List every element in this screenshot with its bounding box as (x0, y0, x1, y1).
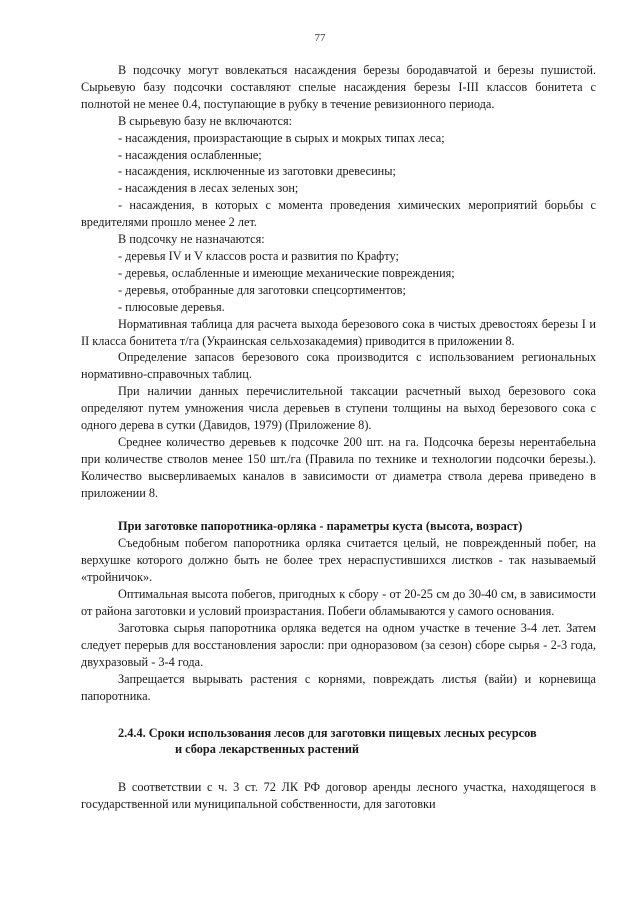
section-heading-line: и сбора лекарственных растений (175, 742, 359, 757)
list-item: - деревья IV и V классов роста и развития по Крафту; (118, 248, 399, 263)
list-item: - деревья, отобранные для заготовки спецсортиментов; (118, 282, 406, 297)
paragraph-not-assigned: В подсочку не назначаются: (118, 232, 265, 247)
section-heading (81, 725, 596, 759)
list-item: - насаждения, в которых с момента проведения химических мероприятий борьбы с вредителями прошло менее 2 лет. (81, 198, 596, 230)
paragraph-lease: В соответствии с ч. 3 ст. 72 ЛК РФ договор аренды лесного участка, находящегося в государственной или муниципальной собственности, для заготовки (81, 780, 596, 812)
heading-fern: При заготовке папоротника-орляка - параметры куста (высота, возраст) (118, 518, 523, 533)
list-item: - насаждения в лесах зеленых зон; (118, 181, 299, 196)
paragraph-fern-shoot: Съедобным побегом папоротника орляка считается целый, не поврежденный побег, на верхушке которого должно быть не более трех нераспустившихся листков - так называемый «тройничок». (81, 536, 596, 585)
paragraph-reserves: Определение запасов березового сока производится с использованием региональных нормативно-справочных таблиц. (81, 350, 596, 382)
page-body (81, 62, 596, 813)
list-item: - насаждения ослабленные; (118, 147, 262, 162)
paragraph-tree-count: Среднее количество деревьев к подсочке 200 шт. на га. Подсочка березы нерентабельна при количестве стволов менее 150 шт./га (Правила по технике и технологии подсочки березы.). Количество высверливаемых каналов в зависимости от диаметра ствола дерева приведено в приложении 8. (81, 434, 596, 500)
list-item: - насаждения, исключенные из заготовки древесины; (118, 164, 396, 179)
page-number: 77 (314, 32, 326, 44)
paragraph-not-included: В сырьевую базу не включаются: (118, 113, 293, 128)
paragraph-fern-prohibit: Запрещается вырывать растения с корнями, повреждать листья (вайи) и корневища папоротника. (81, 671, 596, 703)
list-item: - деревья, ослабленные и имеющие механические повреждения; (118, 265, 455, 280)
section-heading-line: 2.4.4. Сроки использования лесов для заготовки пищевых лесных ресурсов (118, 725, 537, 740)
list-item: - плюсовые деревья. (118, 299, 225, 314)
list-item: - насаждения, произрастающие в сырых и мокрых типах леса; (118, 130, 445, 145)
paragraph-sap-base: В подсочку могут вовлекаться насаждения березы бородавчатой и березы пушистой. Сырьевую базу подсочки составляют спелые насаждения березы I-III классов бонитета с полнотой не менее 0.4, поступающие в рубку в течение ревизионного периода. (81, 63, 596, 111)
paragraph-calculation: При наличии данных перечислительной таксации расчетный выход березового сока определяют путем умножения числа деревьев в ступени толщины на выход березового сока с одного дерева в сутки (Давидов, 1979) (Приложение 8). (81, 384, 596, 433)
paragraph-fern-harvest: Заготовка сырья папоротника орляка ведется на одном участке в течение 3-4 лет. Затем следует перерыв для восстановления заросли: при одноразовом (за сезон) сборе сырья - 2-3 года, двухразовый - 3-4 года. (81, 621, 596, 669)
paragraph-fern-height: Оптимальная высота побегов, пригодных к сбору - от 20-25 см до 30-40 см, в зависимости от района заготовки и условий произрастания. Побеги обламываются у самого основания. (81, 587, 596, 619)
paragraph-norm-table: Нормативная таблица для расчета выхода березового сока в чистых древостоях березы I и II класса бонитета т/га (Украинская сельхозакадемия) приводится в приложении 8. (81, 316, 596, 348)
